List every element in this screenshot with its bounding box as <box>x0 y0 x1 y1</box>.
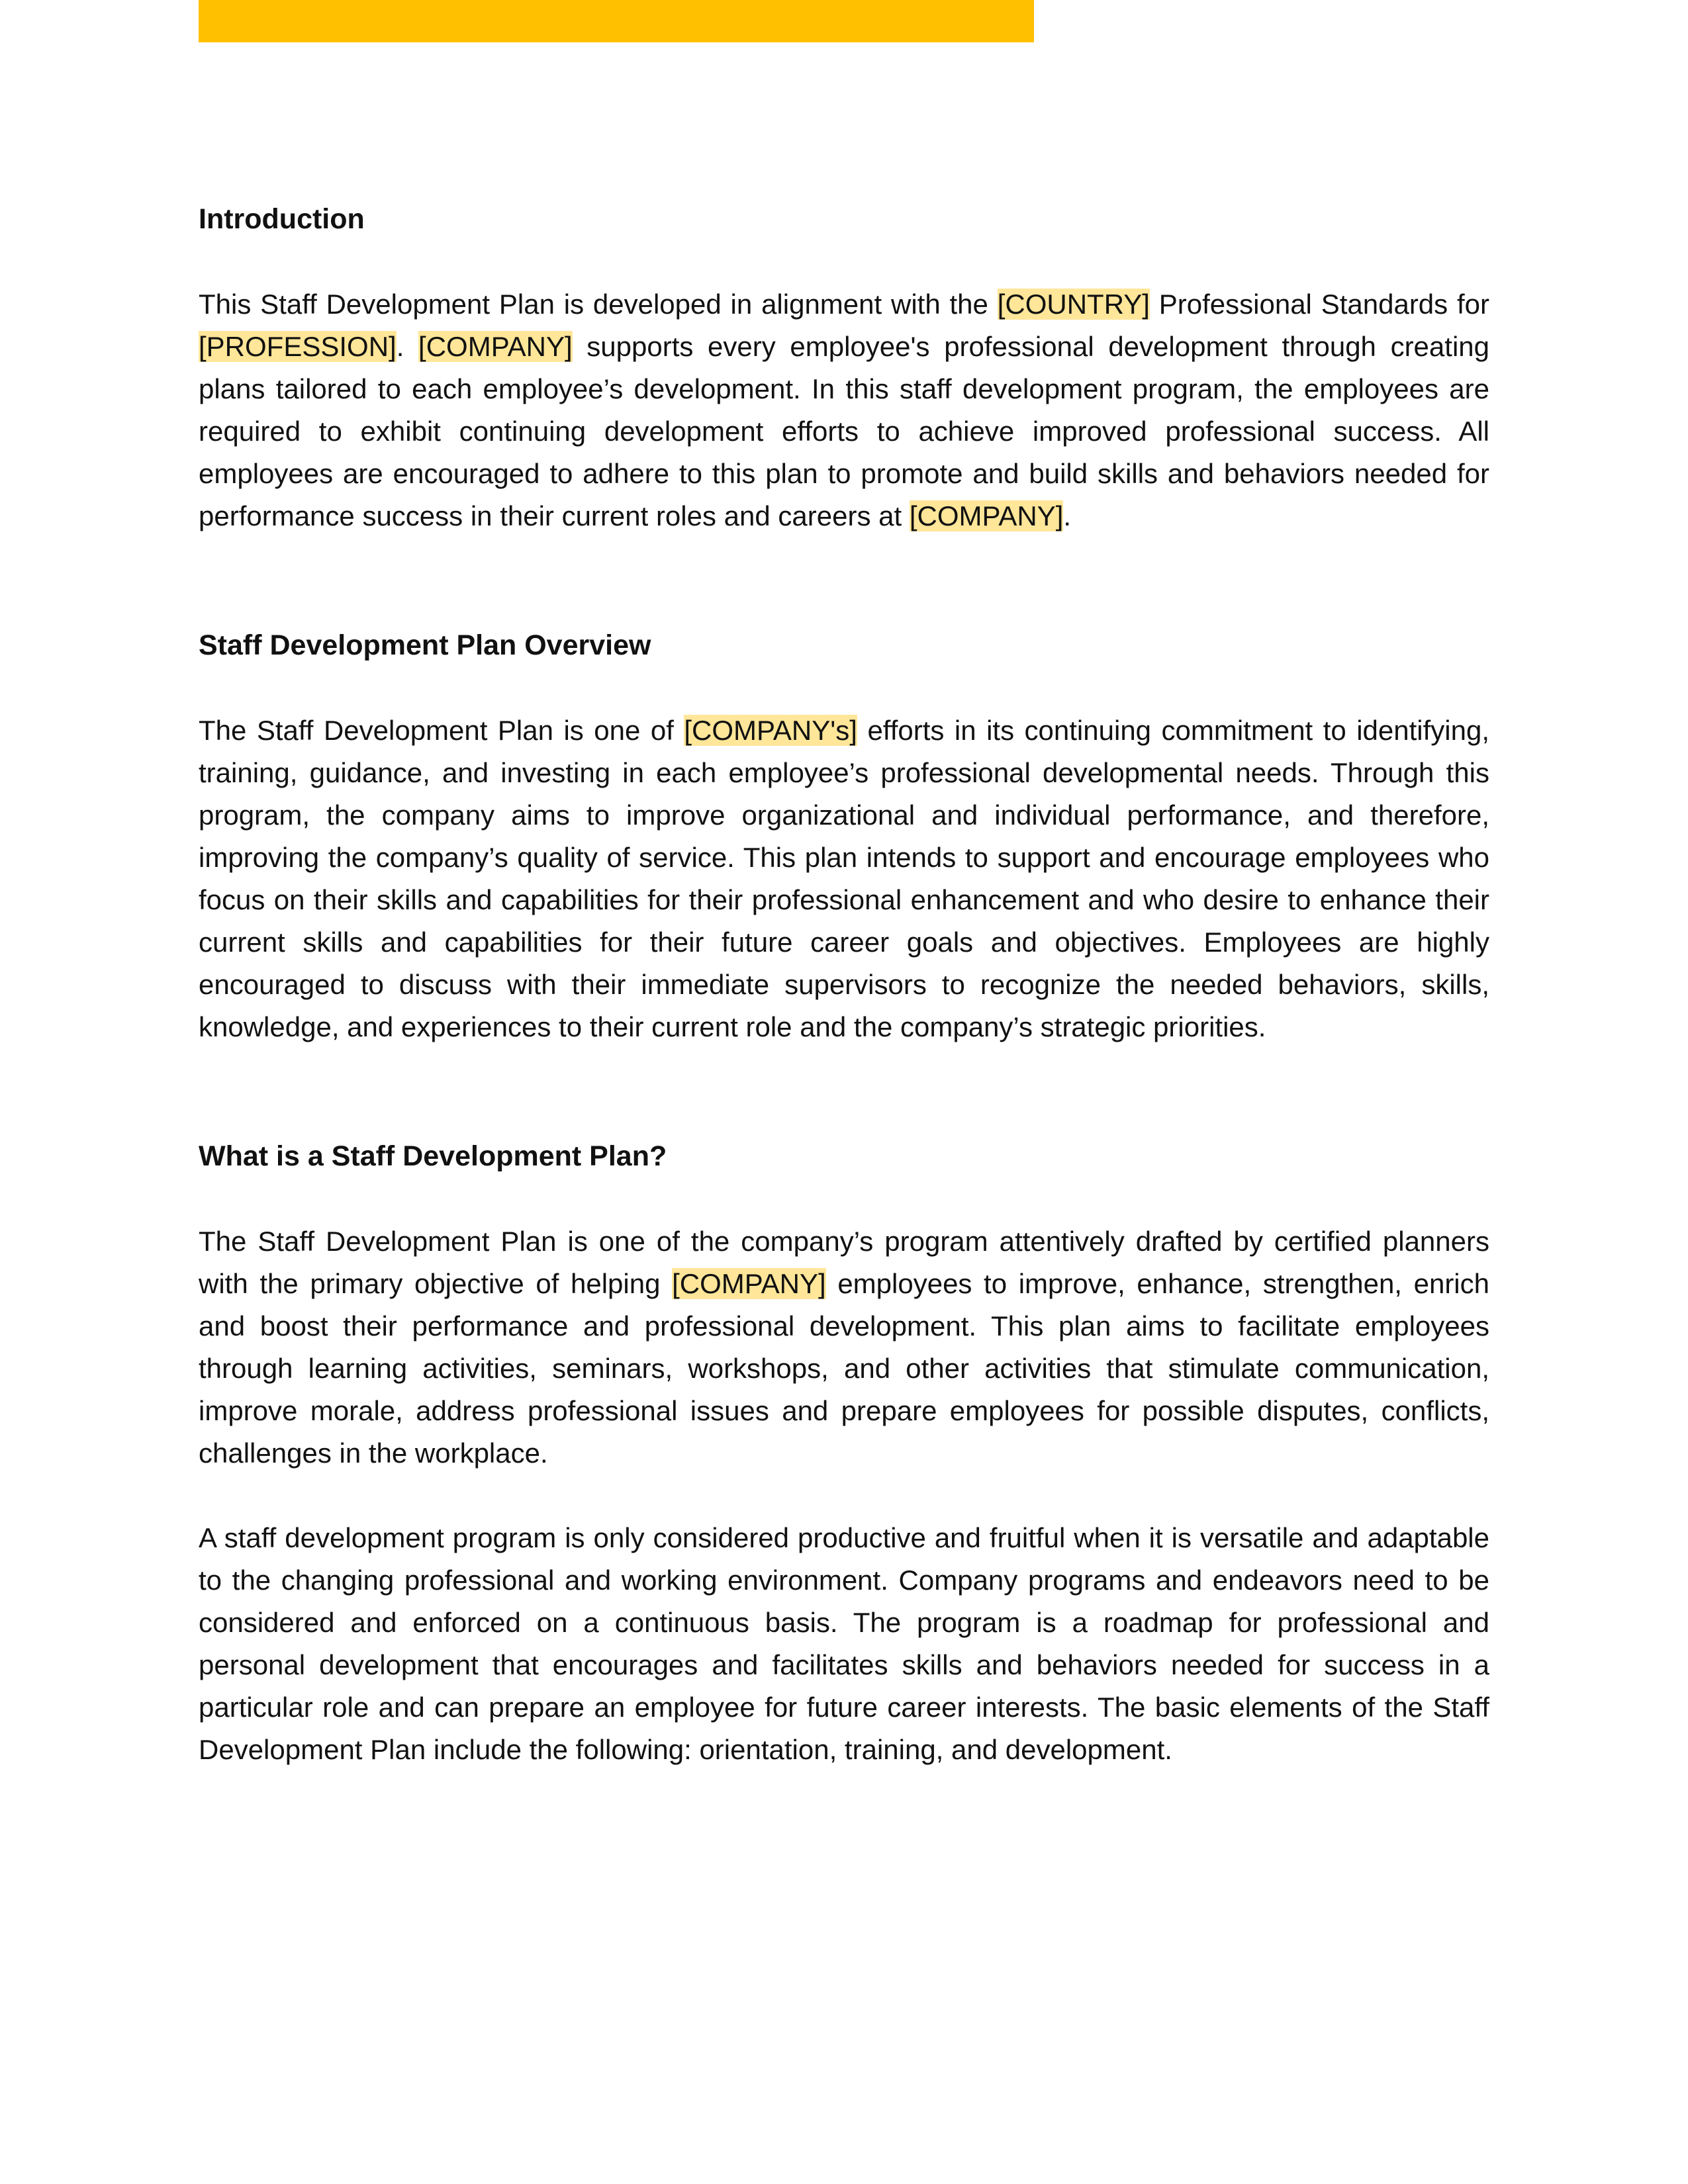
text-run: The Staff Development Plan is one of the company’s program attentively drafted by certified planners with the primary objective of helping <box>199 1226 1489 1299</box>
text-run: efforts in its continuing commitment to identifying, training, guidance, and investing in each employee’s professional developmental needs. Through this program, the company aims to improve organizational and individual performance, and therefore, improving the company’s quality of service. This plan intends to support and encourage employees who focus on their skills and capabilities for their professional enhancement and who desire to enhance their current skills and capabilities for their future career goals and objectives. Employees are highly encouraged to discuss with their immediate supervisors to recognize the needed behaviors, skills, knowledge, and experiences to their current role and the company’s strategic priorities. <box>199 715 1490 1042</box>
placeholder-company[interactable]: [COMPANY] <box>418 331 573 362</box>
text-run: This Staff Development Plan is developed in alignment with the <box>199 289 998 320</box>
placeholder-profession[interactable]: [PROFESSION] <box>199 331 397 362</box>
body-paragraph <box>199 709 1489 1048</box>
text-run: The Staff Development Plan is one of <box>199 715 684 746</box>
placeholder-company-possessive[interactable]: [COMPANY's] <box>684 715 857 746</box>
document-body <box>199 196 1489 1771</box>
placeholder-country[interactable]: [COUNTRY] <box>997 289 1150 320</box>
section-introduction <box>199 196 1489 537</box>
body-paragraph <box>199 1517 1489 1771</box>
section-what-is <box>199 1133 1489 1771</box>
text-run: A staff development program is only considered productive and fruitful when it is versatile and adaptable to the changing professional and working environment. Company programs and endeavors need to be considered and enforced on a continuous basis. The program is a roadmap for professional and personal development that encourages and facilitates skills and behaviors needed for success in a particular role and can prepare an employee for future career interests. The basic elements of the Staff Development Plan include the following: orientation, training, and development. <box>199 1522 1489 1765</box>
section-heading: Staff Development Plan Overview <box>199 629 651 661</box>
placeholder-company[interactable]: [COMPANY] <box>909 500 1064 531</box>
placeholder-company[interactable]: [COMPANY] <box>672 1268 826 1299</box>
section-heading: Introduction <box>199 203 365 235</box>
header-accent-bar <box>199 0 1034 42</box>
text-run: Professional Standards for <box>1149 289 1489 320</box>
body-paragraph <box>199 283 1489 537</box>
text-run: employees to improve, enhance, strengthen, enrich and boost their performance and professional development. This plan aims to facilitate employees through learning activities, seminars, workshops, and other activities that stimulate communication, improve morale, address professional issues and prepare employees for possible disputes, conflicts, challenges in the workplace. <box>199 1268 1489 1469</box>
section-overview <box>199 622 1489 1048</box>
text-run: . <box>396 331 419 362</box>
text-run: supports every employee's professional development through creating plans tailored to each employee’s development. In this staff development program, the employees are required to exhibit continuing development efforts to achieve improved professional success. All employees are encouraged to adhere to this plan to promote and build skills and behaviors needed for performance success in their current roles and careers at <box>199 331 1489 531</box>
text-run: . <box>1063 500 1072 531</box>
paragraph-spacer <box>199 1475 1489 1517</box>
section-heading: What is a Staff Development Plan? <box>199 1140 667 1172</box>
body-paragraph <box>199 1220 1489 1475</box>
